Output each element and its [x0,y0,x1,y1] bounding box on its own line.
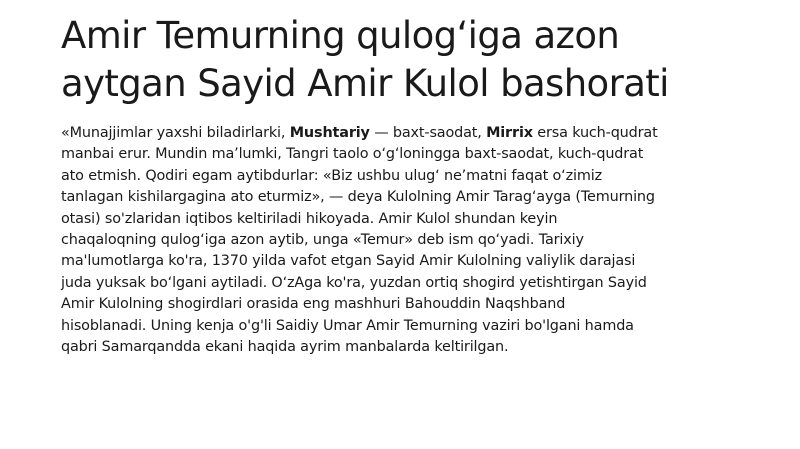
title-line: aytgan Sayid Amir Kulol bashorati [61,62,669,105]
slide-body-text [61,123,781,358]
body-line: tanlagan kishilargagina ato eturmiz», — deya Kulolning Amir Tarag‘ayga (Temurning [61,189,655,206]
body-line: Amir Kulolning shogirdlari orasida eng mashhuri Bahouddin Naqshband [61,296,566,313]
body-text-segment: «Munajjimlar yaxshi biladirlarki, [61,125,290,141]
body-line: chaqaloqning qulog‘iga azon aytib, unga «Temur» deb ism qo‘yadi. Tarixiy [61,232,584,249]
body-text-segment: — baxt-saodat, [369,125,487,141]
body-line: hisoblanadi. Uning kenja o'g'li Saidiy Umar Amir Temurning vaziri bo'lgani hamda [61,317,634,334]
body-line [61,123,781,144]
body-line: juda yuksak bo‘lgani aytiladi. O‘zAga ko'ra, yuzdan ortiq shogird yetishtirgan Sayid [61,274,647,291]
body-line: otasi) so'zlaridan iqtibos keltiriladi hikoyada. Amir Kulol shundan keyin [61,210,558,227]
body-line: ato etmish. Qodiri egam aytibdurlar: «Biz ushbu ulug‘ ne’matni faqat o‘zimiz [61,167,602,184]
bold-term-mushtariy: Mushtariy [289,125,370,141]
slide-title [61,12,781,108]
body-line: qabri Samarqandda ekani haqida ayrim manbalarda keltirilgan. [61,339,509,356]
body-line: ma'lumotlarga ko'ra, 1370 yilda vafot etgan Sayid Amir Kulolning valiylik darajasi [61,253,636,270]
body-line: manbai erur. Mundin ma’lumki, Tangri taolo o‘g‘loningga baxt-saodat, kuch-qudrat [61,146,644,163]
body-text-segment: ersa kuch-qudrat [532,125,658,141]
bold-term-mirrix: Mirrix [486,125,533,141]
title-line: Amir Temurning qulog‘iga azon [61,14,620,57]
